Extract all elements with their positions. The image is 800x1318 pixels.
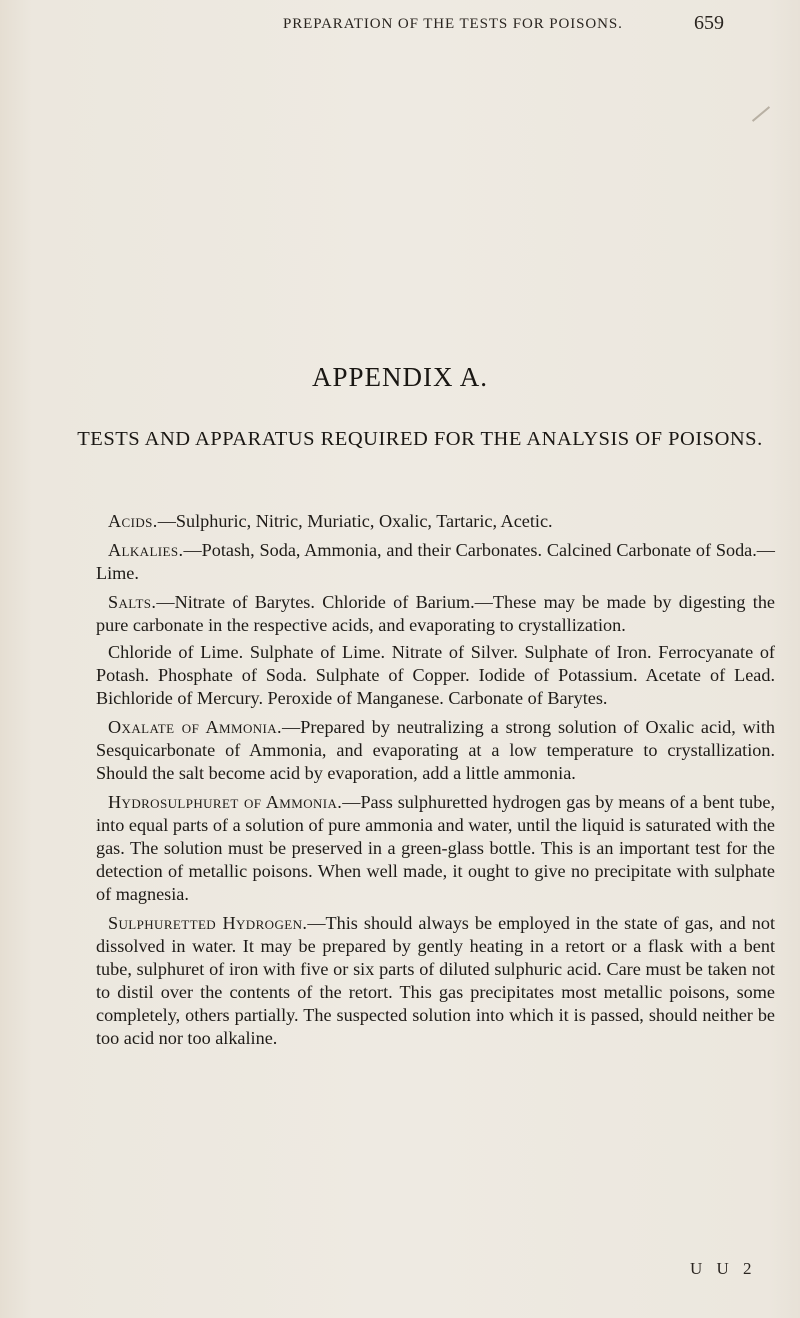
main-heading: TESTS AND APPARATUS REQUIRED FOR THE ANALYSIS OF POISONS. xyxy=(77,428,763,450)
oxalate-label: Oxalate of Ammonia. xyxy=(108,717,283,737)
salts-text: —Nitrate of Barytes. Chloride of Barium.—These may be made by digesting the pure carbonate in the respective acids, and evaporating to crystallization. xyxy=(96,592,775,635)
acids-label: Acids. xyxy=(108,511,158,531)
alkalies-paragraph xyxy=(96,539,775,585)
hydrosulphuret-text: —Pass sulphuretted hydrogen gas by means of a bent tube, into equal parts of a solution of pure ammonia and water, until the liquid is saturated with the gas. The solution must be preserved in a green-glass bottle. This is an important test for the detection of metallic poisons. When well made, it ought to give no precipitate with sulphate of magnesia. xyxy=(96,792,775,904)
running-title: PREPARATION OF THE TESTS FOR POISONS. xyxy=(283,16,623,32)
page-mark xyxy=(752,106,770,122)
page-number: 659 xyxy=(694,12,724,34)
sulphuretted-paragraph xyxy=(96,912,775,1050)
acids-paragraph xyxy=(96,510,775,533)
appendix-title: APPENDIX A. xyxy=(311,362,489,392)
hydrosulphuret-paragraph xyxy=(96,791,775,906)
alkalies-text: —Potash, Soda, Ammonia, and their Carbonates. Calcined Carbonate of Soda.—Lime. xyxy=(96,540,775,583)
sulphuretted-label: Sulphuretted Hydrogen. xyxy=(108,913,308,933)
signature-mark: U U 2 xyxy=(690,1259,757,1278)
document-body xyxy=(96,510,775,1056)
sulphuretted-text: —This should always be employed in the state of gas, and not dissolved in water. It may be prepared by gently heating in a retort or a flask with a bent tube, sulphuret of iron with five or six parts of diluted sulphuric acid. Care must be taken not to distil over the contents of the retort. This gas precipitates most metallic poisons, some completely, others partially. The suspected solution into which it is passed, should neither be too acid nor too alkaline. xyxy=(96,913,775,1048)
alkalies-label: Alkalies. xyxy=(108,540,184,560)
salts-paragraph xyxy=(96,591,775,637)
salts-list-text: Chloride of Lime. Sulphate of Lime. Nitrate of Silver. Sulphate of Iron. Ferrocyanate of Potash. Phosphate of Soda. Sulphate of Copper. Iodide of Potassium. Acetate of Lead. Bichloride of Mercury. Peroxide of Manganese. Carbonate of Barytes. xyxy=(96,642,775,708)
salts-list-paragraph xyxy=(96,641,775,710)
oxalate-text: —Prepared by neutralizing a strong solution of Oxalic acid, with Sesquicarbonate of Ammonia, and evaporating at a low temperature to crystallization. Should the salt become acid by evaporation, add a little ammonia. xyxy=(96,717,775,783)
hydrosulphuret-label: Hydrosulphuret of Ammonia. xyxy=(108,792,343,812)
oxalate-paragraph xyxy=(96,716,775,785)
salts-label: Salts. xyxy=(108,592,157,612)
acids-text: —Sulphuric, Nitric, Muriatic, Oxalic, Tartaric, Acetic. xyxy=(157,511,553,531)
